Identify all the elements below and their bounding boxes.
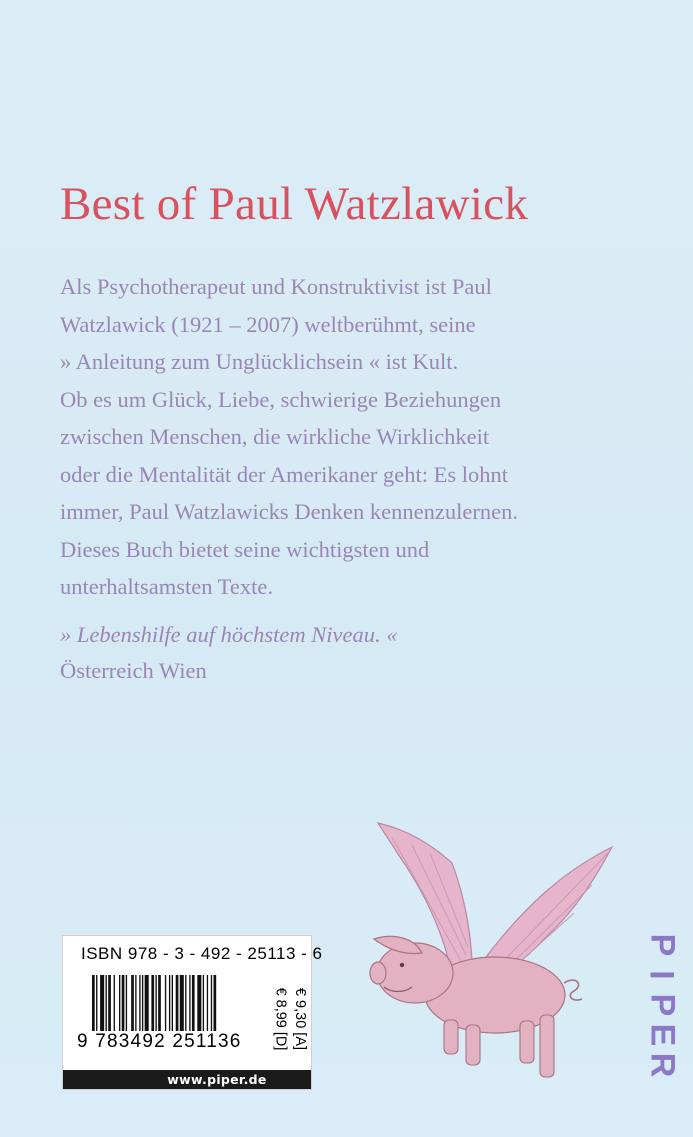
pig-leg (466, 1025, 480, 1065)
isbn-number: ISBN 978 - 3 - 492 - 25113 - 6 (81, 944, 323, 963)
blurb-line: unterhaltsamsten Texte. (60, 574, 273, 599)
price-austria: € 9,30 [A] (292, 987, 309, 1051)
blurb-line: Dieses Buch bietet seine wichtigsten und (60, 536, 430, 562)
review-quote: » Lebenshilfe auf höchstem Niveau. « (60, 622, 398, 647)
price-germany: € 8,99 [D] (272, 987, 288, 1051)
barcode-label (62, 935, 323, 1090)
blurb-text (60, 268, 660, 606)
pig-leg (520, 1021, 534, 1063)
blurb-line: oder die Mentalität der Amerikaner geht: Es lohnt (60, 461, 508, 487)
publisher-url-strip (63, 1070, 311, 1089)
blurb-line: Ob es um Glück, Liebe, schwierige Beziehungen (60, 386, 502, 412)
publisher-letter: P (643, 933, 681, 957)
review-source: Österreich Wien (60, 658, 207, 683)
publisher-letter: I (642, 970, 681, 980)
publisher-url: www.piper.de (167, 1072, 267, 1087)
blurb-line: Watzlawick (1921 – 2007) weltberühmt, seine (60, 311, 476, 337)
blurb-line: » Anleitung zum Unglücklichsein « ist Kult. (60, 349, 459, 374)
pig-ear (374, 936, 422, 953)
publisher-logo (640, 930, 684, 1080)
publisher-letter: P (643, 993, 681, 1017)
publisher-letter: R (643, 1052, 681, 1078)
blurb-line: Als Psychotherapeut und Konstruktivist ist Paul (60, 274, 492, 299)
pig-leg (540, 1015, 554, 1077)
blurb-line: immer, Paul Watzlawicks Denken kennenzulernen. (60, 499, 518, 524)
pig-snout (370, 962, 386, 984)
flying-pig-illustration (360, 815, 630, 1095)
ean-digits: 9 783492 251136 (77, 1031, 242, 1052)
pig-leg (444, 1020, 458, 1054)
publisher-letter: E (643, 1023, 681, 1047)
book-title: Best of Paul Watzlawick (60, 178, 529, 230)
blurb-line: zwischen Menschen, die wirkliche Wirklichkeit (60, 424, 490, 449)
